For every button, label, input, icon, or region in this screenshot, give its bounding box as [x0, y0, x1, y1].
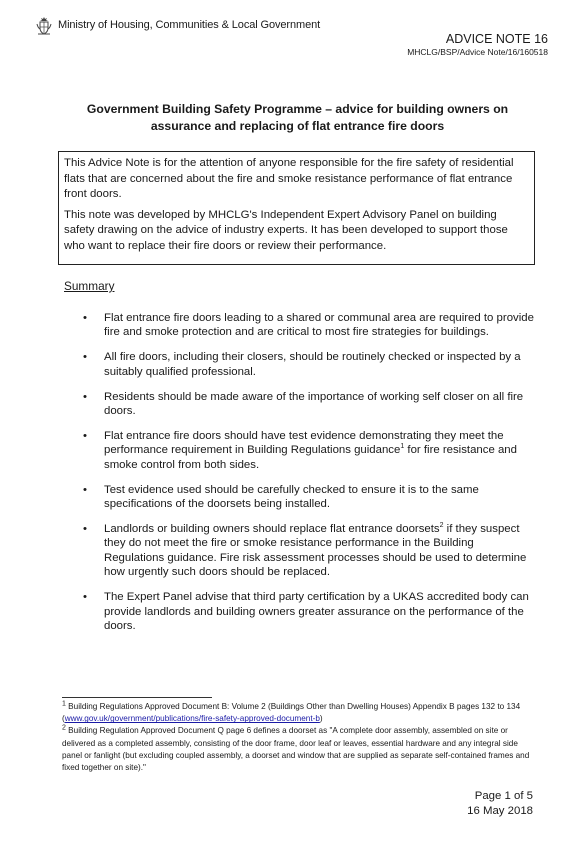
footnote-number: 2 — [62, 724, 66, 732]
list-item — [80, 350, 536, 379]
list-item — [80, 483, 536, 512]
document-title-line-2: assurance and replacing of flat entrance fire doors — [150, 119, 445, 133]
list-item — [80, 311, 536, 340]
advice-note-reference: MHCLG/BSP/Advice Note/16/160518 — [407, 47, 548, 57]
document-header — [36, 14, 548, 64]
bullet-text-continued: if they suspect they do not meet the fire or smoke resistance performance in the Building Regulations guidance. Fire risk assessment processes should be used to determine how urgently such doors should be replaced. — [104, 522, 527, 579]
bullet-text: Residents should be made aware of the importance of working self closer on all fire doors. — [104, 390, 524, 418]
intro-paragraph-2: This note was developed by MHCLG's Independent Expert Advisory Panel on building safety drawing on the advice of industry experts. It has been developed to support those who want to replace their fire doors or review their performance. — [64, 208, 508, 252]
bullet-text: Flat entrance fire doors should have test evidence demonstrating they meet the performance requirement in Building Regulations guidance — [104, 429, 504, 457]
intro-box — [58, 151, 535, 265]
intro-paragraph-1: This Advice Note is for the attention of anyone responsible for the fire safety of residential flats that are concerned about the fire and smoke resistance performance of flat entrance front doors. — [64, 157, 514, 200]
summary-list — [80, 311, 536, 644]
footnotes — [62, 701, 532, 774]
footnote-marker[interactable]: 2 — [439, 522, 444, 530]
bullet-icon: • — [83, 591, 87, 604]
bullet-icon: • — [83, 483, 87, 496]
bullet-text: Test evidence used should be carefully checked to ensure it is to the same specifications of the doorsets being installed. — [104, 483, 479, 511]
document-date: 16 May 2018 — [467, 805, 533, 817]
bullet-text-continued: for fire resistance and smoke control from both sides. — [104, 444, 517, 471]
footnote-2 — [62, 725, 532, 774]
bullet-icon: • — [83, 522, 87, 535]
page-info — [467, 789, 533, 819]
bullet-icon: • — [83, 312, 87, 324]
list-item — [80, 590, 536, 633]
advice-note-number: ADVICE NOTE 16 — [445, 32, 548, 46]
bullet-text: Landlords or building owners should replace flat entrance doorsets — [104, 522, 440, 535]
list-item — [80, 522, 536, 580]
royal-coat-of-arms-icon — [36, 16, 52, 36]
footnote-text: Building Regulation Approved Document Q page 6 defines a doorset as "A complete door assembly, assembled on site or delivered as a completed assembly, consisting of the door frame, door leaf or leaves, essential hardware and any integral side panel or fanlight (but excluding coupled assembly, a doorset and window that are supplied as separate self-contained frames and fixed together on site)." — [62, 726, 530, 773]
footnote-link[interactable]: www.gov.uk/government/publications/fire-safety-approved-document-b — [64, 714, 320, 724]
bullet-text: The Expert Panel advise that third party certification by a UKAS accredited body can provide landlords and building owners greater assurance on the performance of the doors. — [104, 591, 529, 632]
document-title — [60, 101, 535, 135]
list-item — [80, 390, 536, 419]
footnote-1 — [62, 701, 532, 725]
footnote-number: 1 — [62, 700, 66, 708]
list-item — [80, 429, 536, 472]
summary-heading: Summary — [64, 279, 115, 293]
bullet-icon: • — [83, 390, 87, 403]
footnote-divider — [62, 697, 212, 698]
footnote-text: Building Regulations Approved Document B: Volume 2 (Buildings Other than Dwelling Houses) Appendix B pages 132 to 134 ( — [62, 702, 521, 724]
document-title-line-1: Government Building Safety Programme – advice for building owners on — [86, 102, 509, 116]
bullet-icon: • — [83, 351, 87, 364]
bullet-text: All fire doors, including their closers, should be routinely checked or inspected by a suitably qualified professional. — [104, 351, 521, 378]
bullet-text: Flat entrance fire doors leading to a shared or communal area are required to provide fire and smoke protection and are critical to most fire strategies for buildings. — [104, 312, 534, 339]
page-number: Page 1 of 5 — [474, 790, 533, 802]
footnote-text-end: ) — [319, 714, 323, 724]
bullet-icon: • — [83, 429, 87, 442]
footnote-marker[interactable]: 1 — [400, 443, 405, 451]
department-name: Ministry of Housing, Communities & Local Government — [58, 19, 321, 31]
